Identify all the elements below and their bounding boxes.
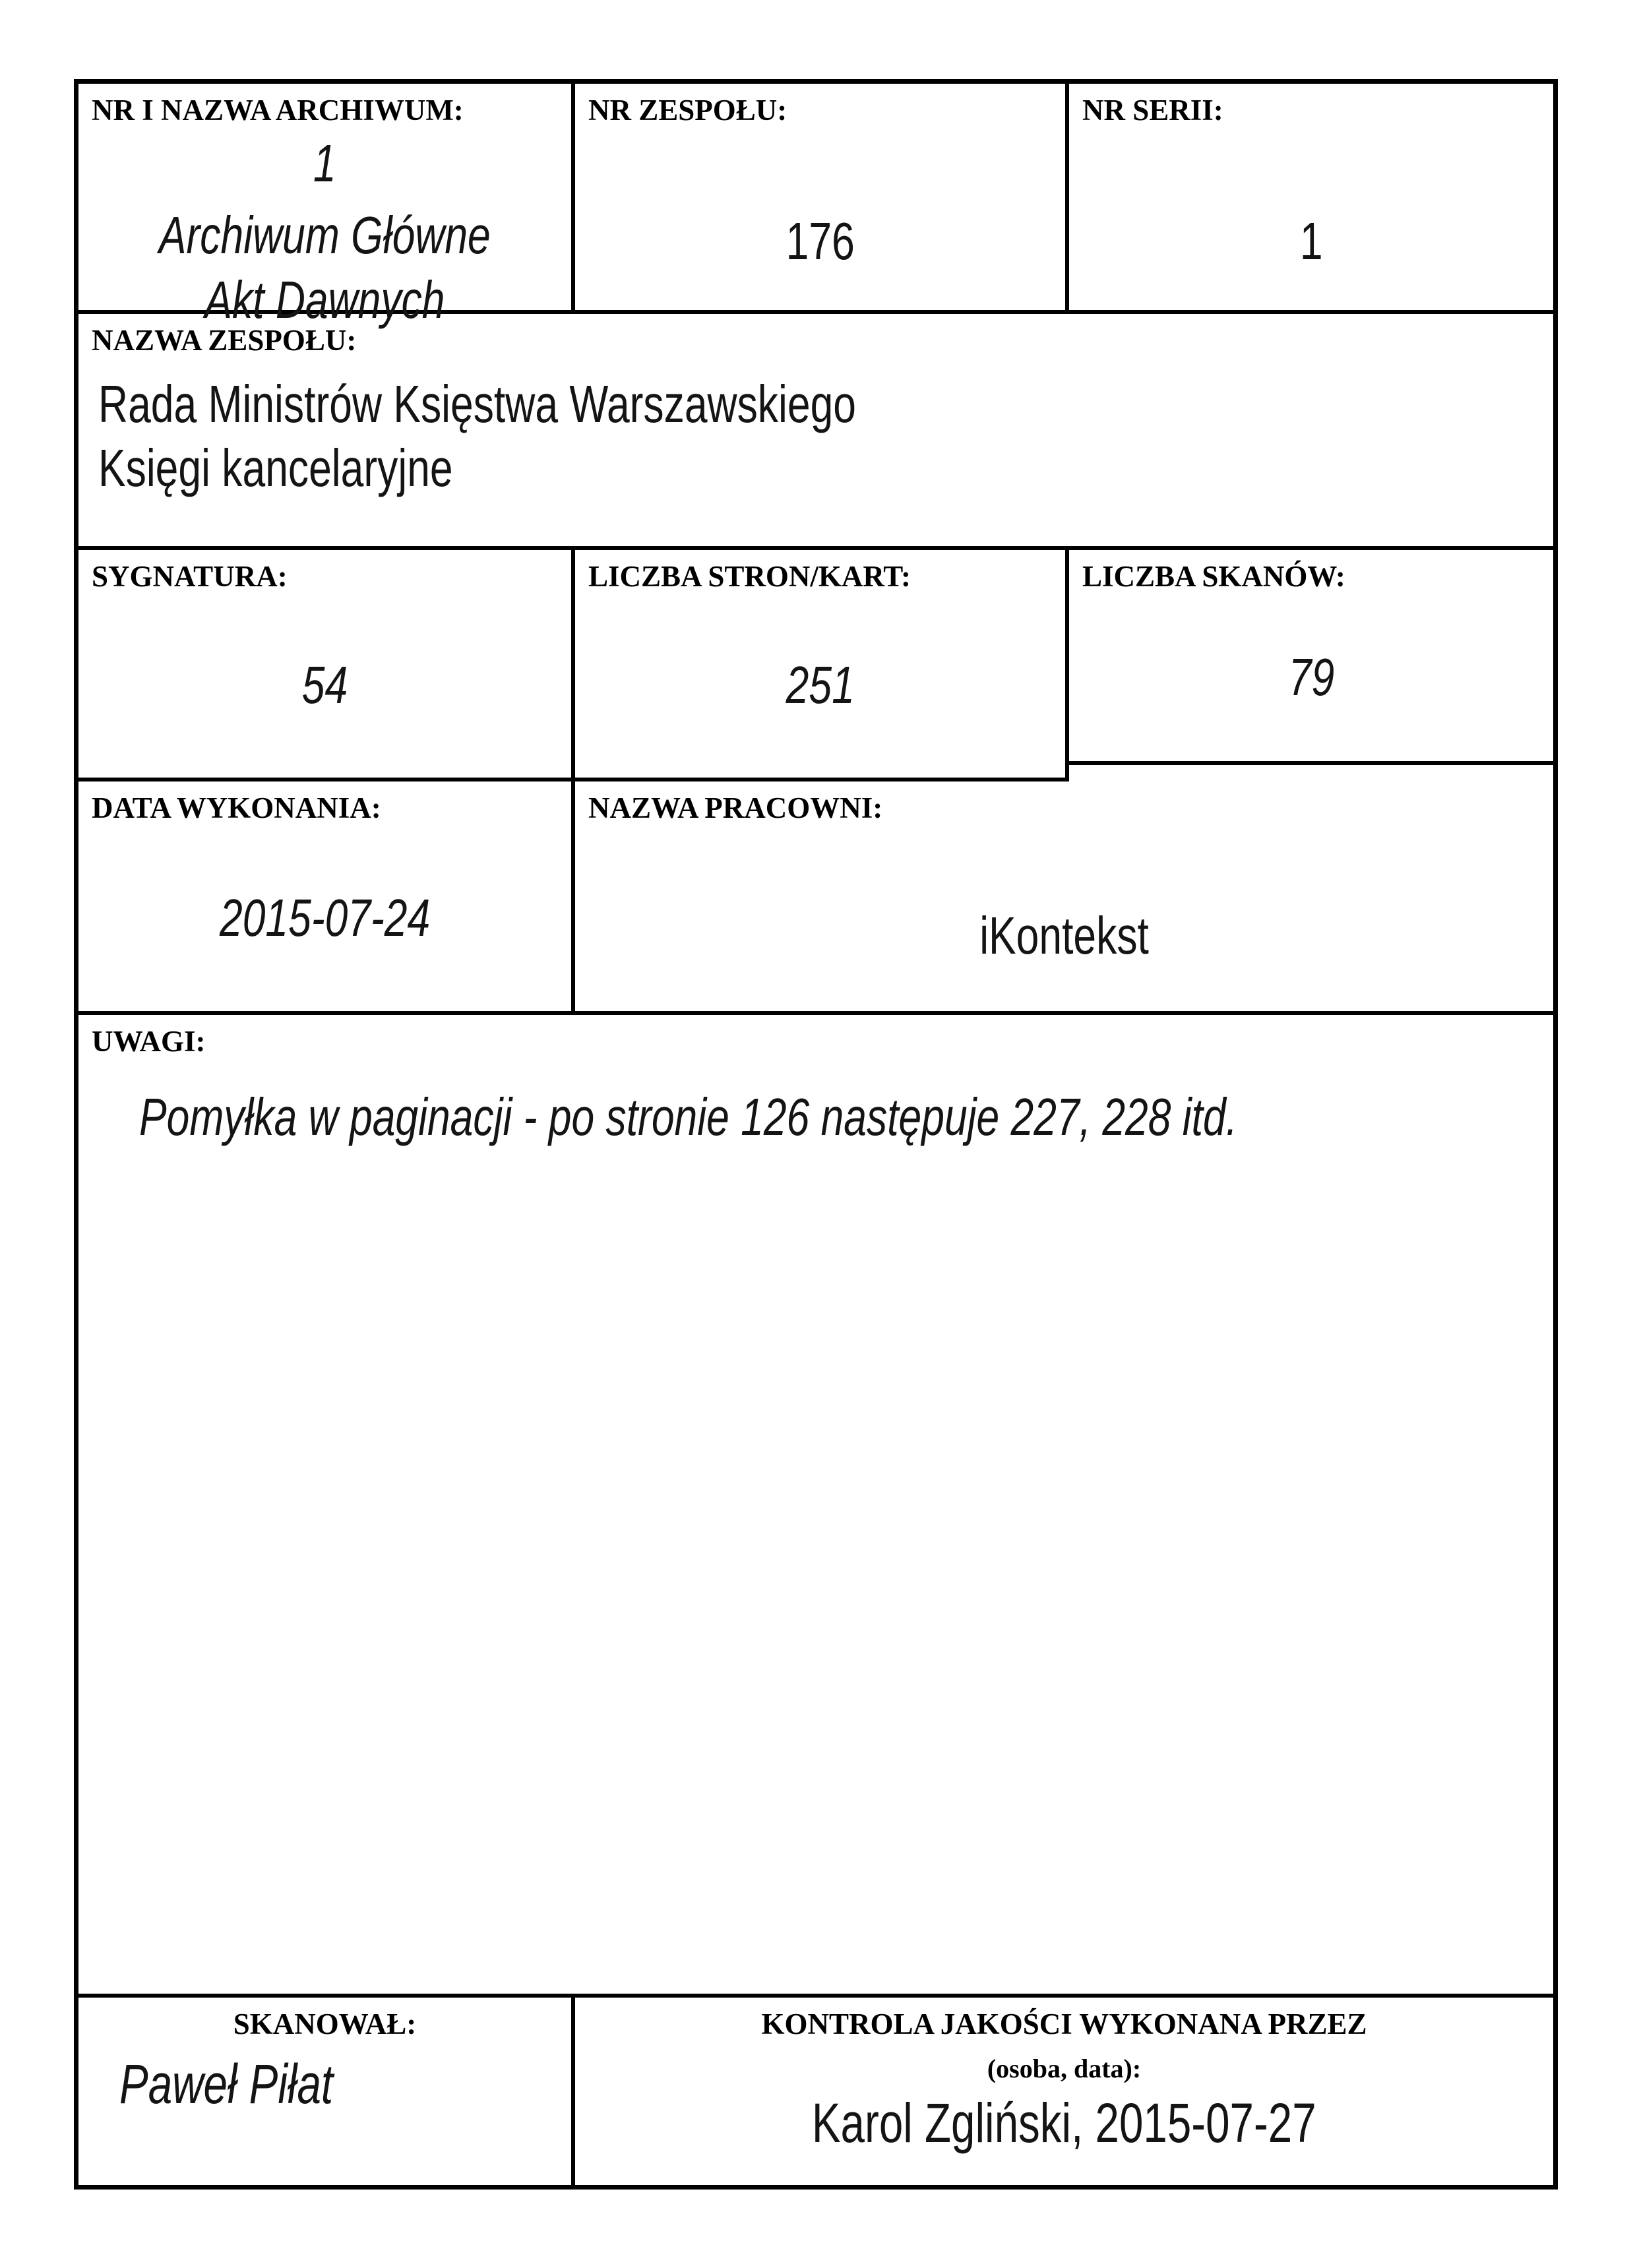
date-cell (78, 782, 571, 1011)
series-number-cell (1069, 84, 1553, 310)
archive-name-line2: Akt Dawnych (204, 270, 445, 329)
scanned-by-content (78, 2041, 571, 2186)
table-border-bottom (74, 2185, 1558, 2190)
scans-value: 79 (1288, 647, 1334, 706)
remarks-label: UWAGI: (92, 1025, 206, 1058)
archive-content (78, 127, 571, 332)
date-content (78, 825, 571, 1012)
fonds-number-cell (575, 84, 1065, 310)
signature-label: SYGNATURA: (92, 560, 288, 593)
pages-value: 251 (786, 656, 855, 715)
series-number-content (1069, 127, 1553, 311)
fonds-number-content (575, 127, 1065, 311)
scanned-by-value: Paweł Piłat (119, 2052, 334, 2115)
remarks-cell (78, 1015, 1553, 1994)
date-value: 2015-07-24 (219, 888, 431, 947)
qc-sublabel: (osoba, data): (987, 2053, 1142, 2083)
scanned-by-cell (78, 1998, 571, 2185)
fonds-name-line2: Księgi kancelaryjne (98, 439, 453, 498)
signature-cell (78, 550, 571, 778)
signature-content (78, 594, 571, 778)
table-border-top (74, 79, 1558, 84)
studio-value: iKontekst (979, 906, 1149, 965)
studio-cell (575, 782, 1553, 1011)
table-border-right (1553, 79, 1558, 2190)
archive-cell (78, 84, 571, 329)
pages-cell (575, 550, 1065, 778)
fonds-name-content (78, 357, 1553, 547)
pages-content (575, 594, 1065, 778)
date-label: DATA WYKONANIA: (92, 791, 381, 824)
scans-content (1069, 594, 1553, 762)
scanned-by-label: SKANOWAŁ: (233, 2007, 417, 2040)
scans-cell (1069, 550, 1553, 761)
scans-label: LICZBA SKANÓW: (1082, 560, 1345, 593)
qc-label: KONTROLA JAKOŚCI WYKONANA PRZEZ (761, 2007, 1367, 2040)
signature-value: 54 (301, 656, 348, 715)
archive-name-line1: Archiwum Główne (159, 206, 491, 265)
fonds-number-value: 176 (786, 212, 855, 271)
series-number-value: 1 (1299, 212, 1323, 271)
row3-bottom-line-right (1065, 761, 1558, 765)
qc-content (575, 2084, 1553, 2186)
fonds-number-label: NR ZESPOŁU: (588, 94, 787, 127)
series-number-label: NR SERII: (1082, 94, 1223, 127)
fonds-name-label: NAZWA ZESPOŁU: (92, 324, 357, 357)
qc-cell (575, 1998, 1553, 2185)
studio-content (575, 825, 1553, 1012)
studio-label: NAZWA PRACOWNI: (588, 791, 883, 824)
fonds-name-line1: Rada Ministrów Księstwa Warszawskiego (98, 374, 856, 433)
table-border-left (74, 79, 78, 2190)
pages-label: LICZBA STRON/KART: (588, 560, 911, 593)
qc-value: Karol Zgliński, 2015-07-27 (812, 2091, 1316, 2154)
remarks-value: Pomyłka w paginacji - po stronie 126 następuje 227, 228 itd. (139, 1087, 1238, 1146)
archive-number: 1 (313, 133, 336, 193)
archive-label: NR I NAZWA ARCHIWUM: (92, 94, 464, 127)
remarks-content (78, 1058, 1553, 1994)
fonds-name-cell (78, 314, 1553, 546)
